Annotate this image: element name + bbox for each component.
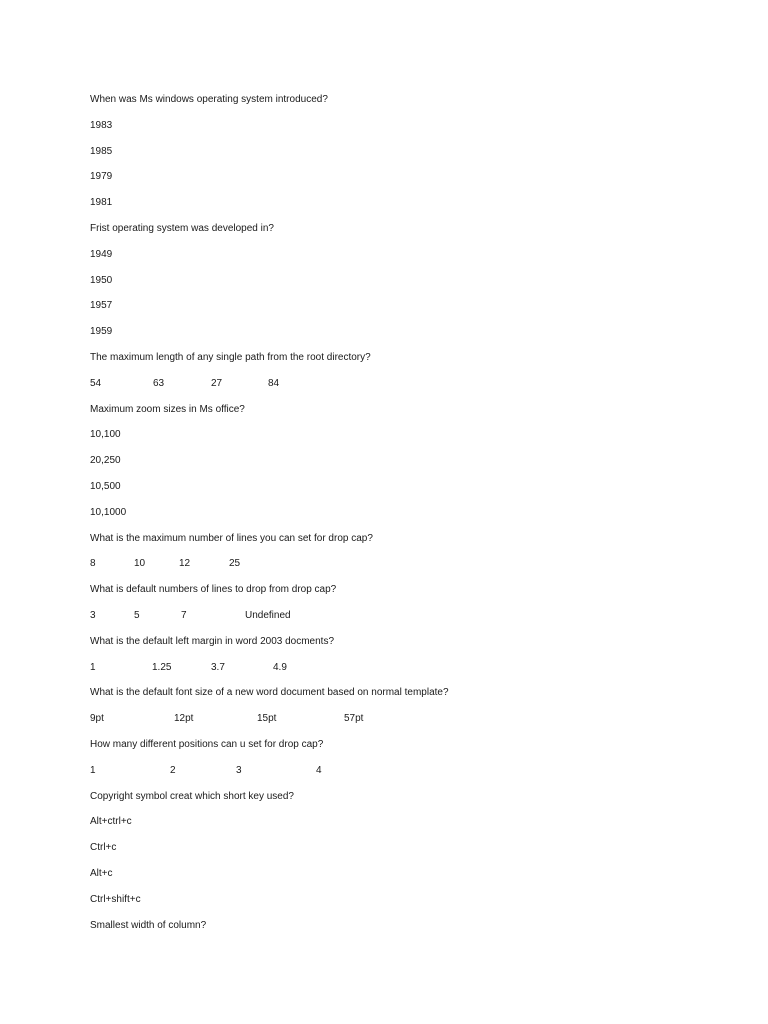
question-text: Smallest width of column? bbox=[90, 919, 207, 931]
question-text: Maximum zoom sizes in Ms office? bbox=[90, 403, 245, 415]
answer-option: 2 bbox=[170, 764, 176, 776]
answer-options-row bbox=[90, 763, 710, 789]
answer-option: 3 bbox=[236, 764, 242, 776]
question-text: The maximum length of any single path from the root directory? bbox=[90, 351, 371, 363]
answer-option: 1 bbox=[90, 764, 96, 776]
question-text: Copyright symbol creat which short key used? bbox=[90, 790, 294, 802]
answer-option: 12 bbox=[179, 558, 191, 570]
answer-options-row bbox=[90, 556, 710, 582]
answer-option: 3.7 bbox=[211, 661, 225, 673]
answer-option: 10,1000 bbox=[90, 506, 127, 518]
question-text: What is default numbers of lines to drop from drop cap? bbox=[90, 584, 337, 596]
answer-option: 15pt bbox=[257, 713, 277, 725]
answer-options-row bbox=[90, 711, 710, 737]
answer-option: 1.25 bbox=[152, 661, 172, 673]
answer-option: Ctrl+shift+c bbox=[90, 893, 141, 905]
answer-options-row bbox=[90, 376, 710, 402]
answer-option: 5 bbox=[134, 609, 140, 621]
answer-option: 1979 bbox=[90, 171, 113, 183]
answer-options-row bbox=[90, 608, 710, 634]
answer-options-row bbox=[90, 660, 710, 686]
answer-option: 27 bbox=[211, 377, 223, 389]
answer-option: 20,250 bbox=[90, 455, 121, 467]
answer-option: Alt+c bbox=[90, 867, 113, 879]
answer-option: 7 bbox=[181, 609, 187, 621]
answer-option: 12pt bbox=[174, 713, 194, 725]
question-text: What is the maximum number of lines you can set for drop cap? bbox=[90, 532, 373, 544]
answer-option: 1983 bbox=[90, 119, 113, 131]
answer-option: 9pt bbox=[90, 713, 104, 725]
answer-option: 57pt bbox=[344, 713, 364, 725]
answer-option: 63 bbox=[153, 377, 165, 389]
question-text: Frist operating system was developed in? bbox=[90, 222, 274, 234]
answer-option: 4.9 bbox=[273, 661, 287, 673]
answer-option: 1 bbox=[90, 661, 96, 673]
answer-option: 10,100 bbox=[90, 429, 121, 441]
answer-option: 1985 bbox=[90, 145, 113, 157]
answer-option: Undefined bbox=[245, 609, 291, 621]
answer-option: Alt+ctrl+c bbox=[90, 816, 132, 828]
answer-option: 1957 bbox=[90, 300, 113, 312]
question-text: When was Ms windows operating system introduced? bbox=[90, 94, 328, 105]
answer-option: 25 bbox=[229, 558, 241, 570]
question-text: What is the default left margin in word 2003 docments? bbox=[90, 635, 335, 647]
answer-option: 1950 bbox=[90, 274, 113, 286]
answer-option: 1949 bbox=[90, 248, 113, 260]
document-body bbox=[90, 92, 710, 943]
answer-option: 10 bbox=[134, 558, 146, 570]
question-text: How many different positions can u set for drop cap? bbox=[90, 738, 324, 750]
question-text: What is the default font size of a new word document based on normal template? bbox=[90, 687, 449, 699]
answer-option: 54 bbox=[90, 377, 102, 389]
answer-option: 4 bbox=[316, 764, 322, 776]
answer-option: 3 bbox=[90, 609, 96, 621]
answer-option: 84 bbox=[268, 377, 280, 389]
answer-option: 1981 bbox=[90, 197, 113, 209]
answer-option: 1959 bbox=[90, 326, 113, 338]
answer-option: Ctrl+c bbox=[90, 842, 117, 854]
answer-option: 8 bbox=[90, 558, 96, 570]
answer-option: 10,500 bbox=[90, 480, 121, 492]
